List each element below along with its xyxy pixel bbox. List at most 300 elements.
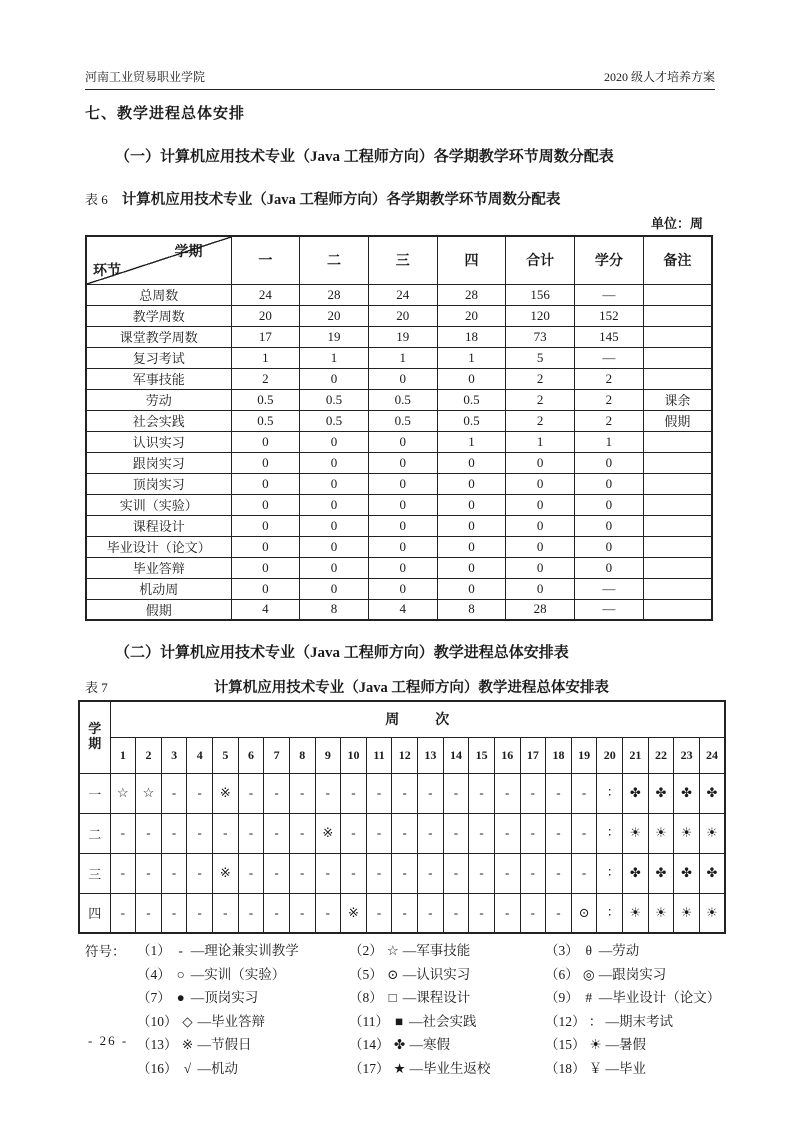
week-symbol-cell: - (315, 893, 341, 933)
symbol-legend (85, 943, 721, 1076)
week-number: 11 (366, 737, 392, 773)
table-row (86, 536, 712, 557)
cell-value: 0 (575, 536, 644, 557)
table-row (86, 326, 712, 347)
row-label: 实训（实验） (86, 494, 231, 515)
cell-value: 0 (437, 473, 506, 494)
legend-symbol-icon: # (585, 990, 593, 1005)
week-number: 23 (674, 737, 700, 773)
cell-value: 20 (368, 305, 437, 326)
row-label: 复习考试 (86, 347, 231, 368)
week-symbol-cell: - (443, 773, 469, 813)
row-label: 跟岗实习 (86, 452, 231, 473)
week-header: 周次 (110, 701, 725, 737)
cell-value (643, 536, 712, 557)
week-symbol-cell: - (238, 853, 264, 893)
table-row (86, 410, 712, 431)
cell-value (643, 305, 712, 326)
week-symbol-cell: - (571, 773, 597, 813)
unit-note: 单位：周 (650, 216, 703, 231)
cell-value (643, 494, 712, 515)
week-symbol-cell: - (366, 853, 392, 893)
week-symbol-cell: - (264, 893, 290, 933)
cell-value: — (575, 284, 644, 305)
legend-item-number: （17） (349, 1060, 390, 1076)
row-label: 课程设计 (86, 515, 231, 536)
week-symbol-cell: ⊙ (571, 893, 597, 933)
cell-value: 24 (231, 284, 300, 305)
week-symbol-cell: - (264, 773, 290, 813)
week-symbol-cell: - (392, 773, 418, 813)
legend-symbol-icon: ⊙ (387, 966, 399, 982)
semester-label: 二 (79, 813, 110, 853)
cell-value: 0 (437, 536, 506, 557)
legend-symbol-icon: ☆ (386, 943, 399, 958)
week-symbol-cell: - (469, 853, 495, 893)
legend-item (349, 968, 545, 982)
week-symbol-cell: - (443, 813, 469, 853)
cell-value (643, 599, 712, 620)
week-symbol-cell: ✤ (674, 773, 700, 813)
cell-value: 20 (437, 305, 506, 326)
cell-value: 0 (506, 536, 575, 557)
table6-column-header: 备注 (643, 236, 712, 284)
legend-symbol-icon: ● (176, 990, 185, 1005)
table-row (86, 284, 712, 305)
legend-item (137, 1062, 349, 1076)
row-label: 课堂教学周数 (86, 326, 231, 347)
week-symbol-cell: - (289, 893, 315, 933)
week-symbol-cell: ✤ (648, 773, 674, 813)
cell-value: 17 (231, 326, 300, 347)
week-symbol-cell: - (264, 813, 290, 853)
week-symbol-cell: ☆ (136, 773, 162, 813)
row-label: 总周数 (86, 284, 231, 305)
table-row (86, 494, 712, 515)
week-symbol-cell: ※ (213, 773, 239, 813)
table6-column-header: 学分 (575, 236, 644, 284)
week-symbol-cell: - (289, 773, 315, 813)
row-label: 社会实践 (86, 410, 231, 431)
legend-item-number: （14） (349, 1037, 390, 1052)
week-symbol-cell: - (161, 893, 187, 933)
cell-value: 0 (368, 431, 437, 452)
table-row (86, 578, 712, 599)
semester-label: 四 (79, 893, 110, 933)
cell-value: 4 (231, 599, 300, 620)
legend-item (349, 991, 545, 1005)
table-row (79, 893, 725, 933)
week-symbol-cell: - (161, 853, 187, 893)
cell-value: 0 (231, 557, 300, 578)
week-symbol-cell: - (418, 853, 444, 893)
semester-corner-char: 学 (88, 721, 102, 737)
legend-item-description: —课程设计 (402, 990, 471, 1005)
table-row (86, 557, 712, 578)
cell-value: 0 (300, 557, 369, 578)
week-symbol-cell: - (520, 893, 546, 933)
cell-value (643, 368, 712, 389)
legend-symbol-icon: ◎ (582, 966, 595, 982)
legend-item-number: （12） (545, 1013, 586, 1029)
cell-value: 0 (575, 515, 644, 536)
legend-item-number: （9） (545, 990, 579, 1005)
cell-value: 145 (575, 326, 644, 347)
legend-item-description: —节假日 (197, 1037, 252, 1052)
row-label: 劳动 (86, 389, 231, 410)
week-symbol-cell: - (546, 853, 572, 893)
week-symbol-cell: - (341, 773, 367, 813)
cell-value: 120 (506, 305, 575, 326)
week-symbol-cell: - (494, 773, 520, 813)
week-symbol-cell: - (264, 853, 290, 893)
legend-item-description: —毕业答辩 (197, 1013, 265, 1029)
cell-value: 2 (231, 368, 300, 389)
week-symbol-cell: ※ (315, 813, 341, 853)
legend-item-number: （16） (137, 1060, 178, 1076)
cell-value: 0 (437, 452, 506, 473)
legend-item-number: （7） (137, 990, 171, 1005)
legend-item (545, 1015, 720, 1029)
legend-item-number: （1） (137, 943, 171, 958)
legend-symbol-icon: ※ (181, 1037, 194, 1052)
legend-item (137, 1038, 349, 1052)
week-number: 5 (213, 737, 239, 773)
week-symbol-cell: - (520, 813, 546, 853)
cell-value: 8 (300, 599, 369, 620)
legend-item-description: —毕业 (605, 1060, 646, 1076)
cell-value: 0.5 (300, 389, 369, 410)
week-symbol-cell: ※ (341, 893, 367, 933)
cell-value: 0 (575, 494, 644, 515)
cell-value: 2 (575, 410, 644, 431)
legend-item-number: （3） (545, 943, 579, 958)
legend-item-description: —寒假 (409, 1037, 450, 1052)
table-row (79, 773, 725, 813)
week-symbol-cell: - (213, 813, 239, 853)
table6-caption (85, 188, 715, 209)
cell-value: 0 (575, 557, 644, 578)
cell-value: 0.5 (437, 389, 506, 410)
row-label: 假期 (86, 599, 231, 620)
week-symbol-cell: - (494, 853, 520, 893)
week-symbol-cell: - (494, 813, 520, 853)
legend-symbol-icon: ☀ (589, 1037, 602, 1052)
week-symbol-cell: ☀ (623, 813, 649, 853)
table6-corner-cell (86, 236, 231, 284)
cell-value: 0 (368, 557, 437, 578)
week-symbol-cell: - (418, 893, 444, 933)
week-number: 14 (443, 737, 469, 773)
legend-item (545, 1062, 720, 1076)
legend-item-description: —军事技能 (402, 943, 471, 958)
week-symbol-cell: - (238, 773, 264, 813)
cell-value: 5 (506, 347, 575, 368)
table-row (79, 813, 725, 853)
week-symbol-cell: - (289, 853, 315, 893)
cell-value: 0 (575, 452, 644, 473)
table-row (86, 515, 712, 536)
cell-value: 0 (368, 578, 437, 599)
cell-value (643, 431, 712, 452)
week-symbol-cell: - (136, 853, 162, 893)
table6-title: 计算机应用技术专业（Java 工程师方向）各学期教学环节周数分配表 (121, 192, 561, 208)
week-symbol-cell: - (238, 813, 264, 853)
cell-value: 19 (368, 326, 437, 347)
table6-column-header: 一 (231, 236, 300, 284)
legend-symbol-icon: - (178, 943, 183, 958)
legend-item-description: —毕业生返校 (409, 1060, 491, 1076)
week-number: 8 (289, 737, 315, 773)
week-symbol-cell: - (494, 893, 520, 933)
week-symbol-cell: ∶ (597, 773, 623, 813)
week-symbol-cell: ☀ (674, 813, 700, 853)
cell-value: 0 (506, 515, 575, 536)
week-symbol-cell: - (546, 773, 572, 813)
corner-label-stage: 环节 (93, 263, 121, 279)
cell-value: 0 (300, 431, 369, 452)
week-symbol-cell: ∶ (597, 853, 623, 893)
table6-label: 表 6 (85, 192, 108, 207)
legend-item-number: （8） (349, 990, 383, 1005)
row-label: 机动周 (86, 578, 231, 599)
legend-item-description: —社会实践 (409, 1013, 477, 1029)
cell-value: 0 (506, 494, 575, 515)
row-label: 顶岗实习 (86, 473, 231, 494)
table-row (86, 599, 712, 620)
week-symbol-cell: - (392, 853, 418, 893)
legend-item (137, 991, 349, 1005)
cell-value: 0 (231, 473, 300, 494)
cell-value: 0.5 (437, 410, 506, 431)
cell-value: 0 (368, 452, 437, 473)
cell-value: 1 (300, 347, 369, 368)
legend-item (349, 944, 545, 958)
cell-value: 0 (437, 515, 506, 536)
cell-value: 0 (300, 536, 369, 557)
table6-column-header: 四 (437, 236, 506, 284)
week-number: 3 (161, 737, 187, 773)
legend-item-number: （18） (545, 1060, 586, 1076)
cell-value: 0.5 (368, 410, 437, 431)
week-symbol-cell: - (315, 853, 341, 893)
legend-item-description: —毕业设计（论文） (598, 990, 721, 1005)
cell-value: 4 (368, 599, 437, 620)
week-symbol-cell: - (443, 853, 469, 893)
cell-value: 28 (506, 599, 575, 620)
week-symbol-cell: ☀ (699, 813, 725, 853)
cell-value (643, 347, 712, 368)
header-school-name: 河南工业贸易职业学院 (85, 70, 206, 84)
week-symbol-cell: - (520, 853, 546, 893)
week-symbol-cell: - (469, 893, 495, 933)
semester-label: 一 (79, 773, 110, 813)
legend-item-number: （11） (349, 1013, 389, 1029)
week-symbol-cell: - (187, 853, 213, 893)
legend-symbol-icon: ✤ (393, 1037, 406, 1052)
table6-week-distribution (85, 235, 713, 621)
cell-value: 1 (437, 431, 506, 452)
week-number: 2 (136, 737, 162, 773)
legend-item-number: （10） (137, 1013, 178, 1029)
week-symbol-cell: ✤ (648, 853, 674, 893)
legend-item-number: （5） (349, 966, 383, 982)
week-symbol-cell: - (546, 813, 572, 853)
week-symbol-cell: ✤ (623, 773, 649, 813)
legend-symbol-icon: ■ (394, 1013, 404, 1029)
legend-item-number: （15） (545, 1037, 586, 1052)
legend-prefix: 符号： (85, 944, 126, 959)
legend-symbol-icon: ： (588, 1013, 603, 1029)
week-symbol-cell: - (418, 813, 444, 853)
table-row (86, 389, 712, 410)
cell-value: 0 (300, 515, 369, 536)
week-number: 10 (341, 737, 367, 773)
cell-value: 0 (231, 494, 300, 515)
table7-caption (85, 676, 715, 697)
week-number: 15 (469, 737, 495, 773)
legend-item-number: （6） (545, 966, 579, 982)
legend-item (349, 1062, 545, 1076)
week-symbol-cell: - (418, 773, 444, 813)
cell-value: 28 (300, 284, 369, 305)
legend-item (545, 968, 720, 982)
week-symbol-cell: - (366, 773, 392, 813)
table7-schedule (78, 700, 726, 934)
week-symbol-cell: ∶ (597, 813, 623, 853)
cell-value: 8 (437, 599, 506, 620)
legend-item (545, 991, 720, 1005)
legend-symbol-icon: □ (388, 990, 397, 1005)
table7-title: 计算机应用技术专业（Java 工程师方向）教学进程总体安排表 (213, 680, 609, 696)
week-number: 20 (597, 737, 623, 773)
week-symbol-cell: - (341, 813, 367, 853)
cell-value: 0 (506, 452, 575, 473)
week-symbol-cell: ☀ (674, 893, 700, 933)
week-symbol-cell: - (571, 853, 597, 893)
week-symbol-cell: - (187, 813, 213, 853)
cell-value: 0 (231, 431, 300, 452)
legend-symbol-icon: √ (183, 1060, 192, 1076)
table6-column-header: 合计 (506, 236, 575, 284)
legend-symbol-icon: ★ (393, 1060, 406, 1076)
cell-value: 0 (437, 494, 506, 515)
week-symbol-cell: - (161, 773, 187, 813)
week-symbol-cell: - (469, 813, 495, 853)
semester-corner-char: 期 (88, 736, 102, 752)
table-row (79, 853, 725, 893)
legend-item-description: —实训（实验） (190, 966, 286, 982)
table6-column-header: 三 (368, 236, 437, 284)
cell-value: 2 (575, 368, 644, 389)
legend-item (137, 944, 349, 958)
legend-item-description: —理论兼实训教学 (190, 943, 299, 958)
week-symbol-cell: ✤ (623, 853, 649, 893)
legend-symbol-icon: θ (585, 943, 592, 958)
week-symbol-cell: - (110, 813, 136, 853)
cell-value: 2 (506, 368, 575, 389)
legend-item-description: —顶岗实习 (190, 990, 259, 1005)
legend-symbol-icon: ○ (176, 966, 185, 982)
cell-value: 0 (506, 473, 575, 494)
cell-value: 1 (231, 347, 300, 368)
cell-value: 0 (300, 368, 369, 389)
cell-value: 1 (437, 347, 506, 368)
cell-value (643, 284, 712, 305)
cell-value: 2 (506, 389, 575, 410)
week-number: 19 (571, 737, 597, 773)
week-symbol-cell: - (341, 853, 367, 893)
week-number: 1 (110, 737, 136, 773)
legend-item-number: （4） (137, 966, 171, 982)
cell-value: 0 (368, 494, 437, 515)
cell-value: 73 (506, 326, 575, 347)
cell-value (643, 557, 712, 578)
week-number: 6 (238, 737, 264, 773)
cell-value: 1 (575, 431, 644, 452)
cell-value: 0 (506, 557, 575, 578)
cell-value: 0 (506, 578, 575, 599)
week-symbol-cell: ☀ (623, 893, 649, 933)
week-symbol-cell: - (110, 853, 136, 893)
week-number: 9 (315, 737, 341, 773)
subsection-1-title: （一）计算机应用技术专业（Java 工程师方向）各学期教学环节周数分配表 (115, 149, 614, 165)
table-row (86, 431, 712, 452)
week-symbol-cell: - (187, 773, 213, 813)
week-symbol-cell: - (520, 773, 546, 813)
week-number: 21 (623, 737, 649, 773)
legend-item-description: —认识实习 (402, 966, 471, 982)
cell-value: 1 (506, 431, 575, 452)
cell-value: 156 (506, 284, 575, 305)
cell-value: — (575, 347, 644, 368)
cell-value: 0 (231, 536, 300, 557)
legend-symbol-icon: ￥ (588, 1060, 603, 1076)
cell-value: 0 (368, 473, 437, 494)
week-symbol-cell: ∶ (597, 893, 623, 933)
row-label: 毕业设计（论文） (86, 536, 231, 557)
week-symbol-cell: ✤ (699, 773, 725, 813)
cell-value: 假期 (643, 410, 712, 431)
week-symbol-cell: - (136, 813, 162, 853)
legend-item (137, 1015, 349, 1029)
table6-column-header: 二 (300, 236, 369, 284)
table-row (86, 305, 712, 326)
cell-value (643, 473, 712, 494)
cell-value: 0.5 (231, 389, 300, 410)
cell-value: 0.5 (300, 410, 369, 431)
subsection-2-title: （二）计算机应用技术专业（Java 工程师方向）教学进程总体安排表 (115, 645, 569, 661)
legend-item-description: —暑假 (605, 1037, 646, 1052)
week-symbol-cell: - (238, 893, 264, 933)
week-symbol-cell: ✤ (699, 853, 725, 893)
week-symbol-cell: - (110, 893, 136, 933)
week-symbol-cell: - (315, 773, 341, 813)
legend-item (545, 1038, 720, 1052)
cell-value: 20 (231, 305, 300, 326)
header-plan-name: 2020 级人才培养方案 (603, 70, 715, 84)
legend-item-number: （2） (349, 943, 383, 958)
page-number: - 26 - (88, 1033, 129, 1048)
running-header (85, 68, 715, 90)
cell-value: 152 (575, 305, 644, 326)
cell-value: — (575, 599, 644, 620)
cell-value: 0 (368, 515, 437, 536)
row-label: 军事技能 (86, 368, 231, 389)
week-symbol-cell: ✤ (674, 853, 700, 893)
week-symbol-cell: - (546, 893, 572, 933)
week-symbol-cell: ※ (213, 853, 239, 893)
